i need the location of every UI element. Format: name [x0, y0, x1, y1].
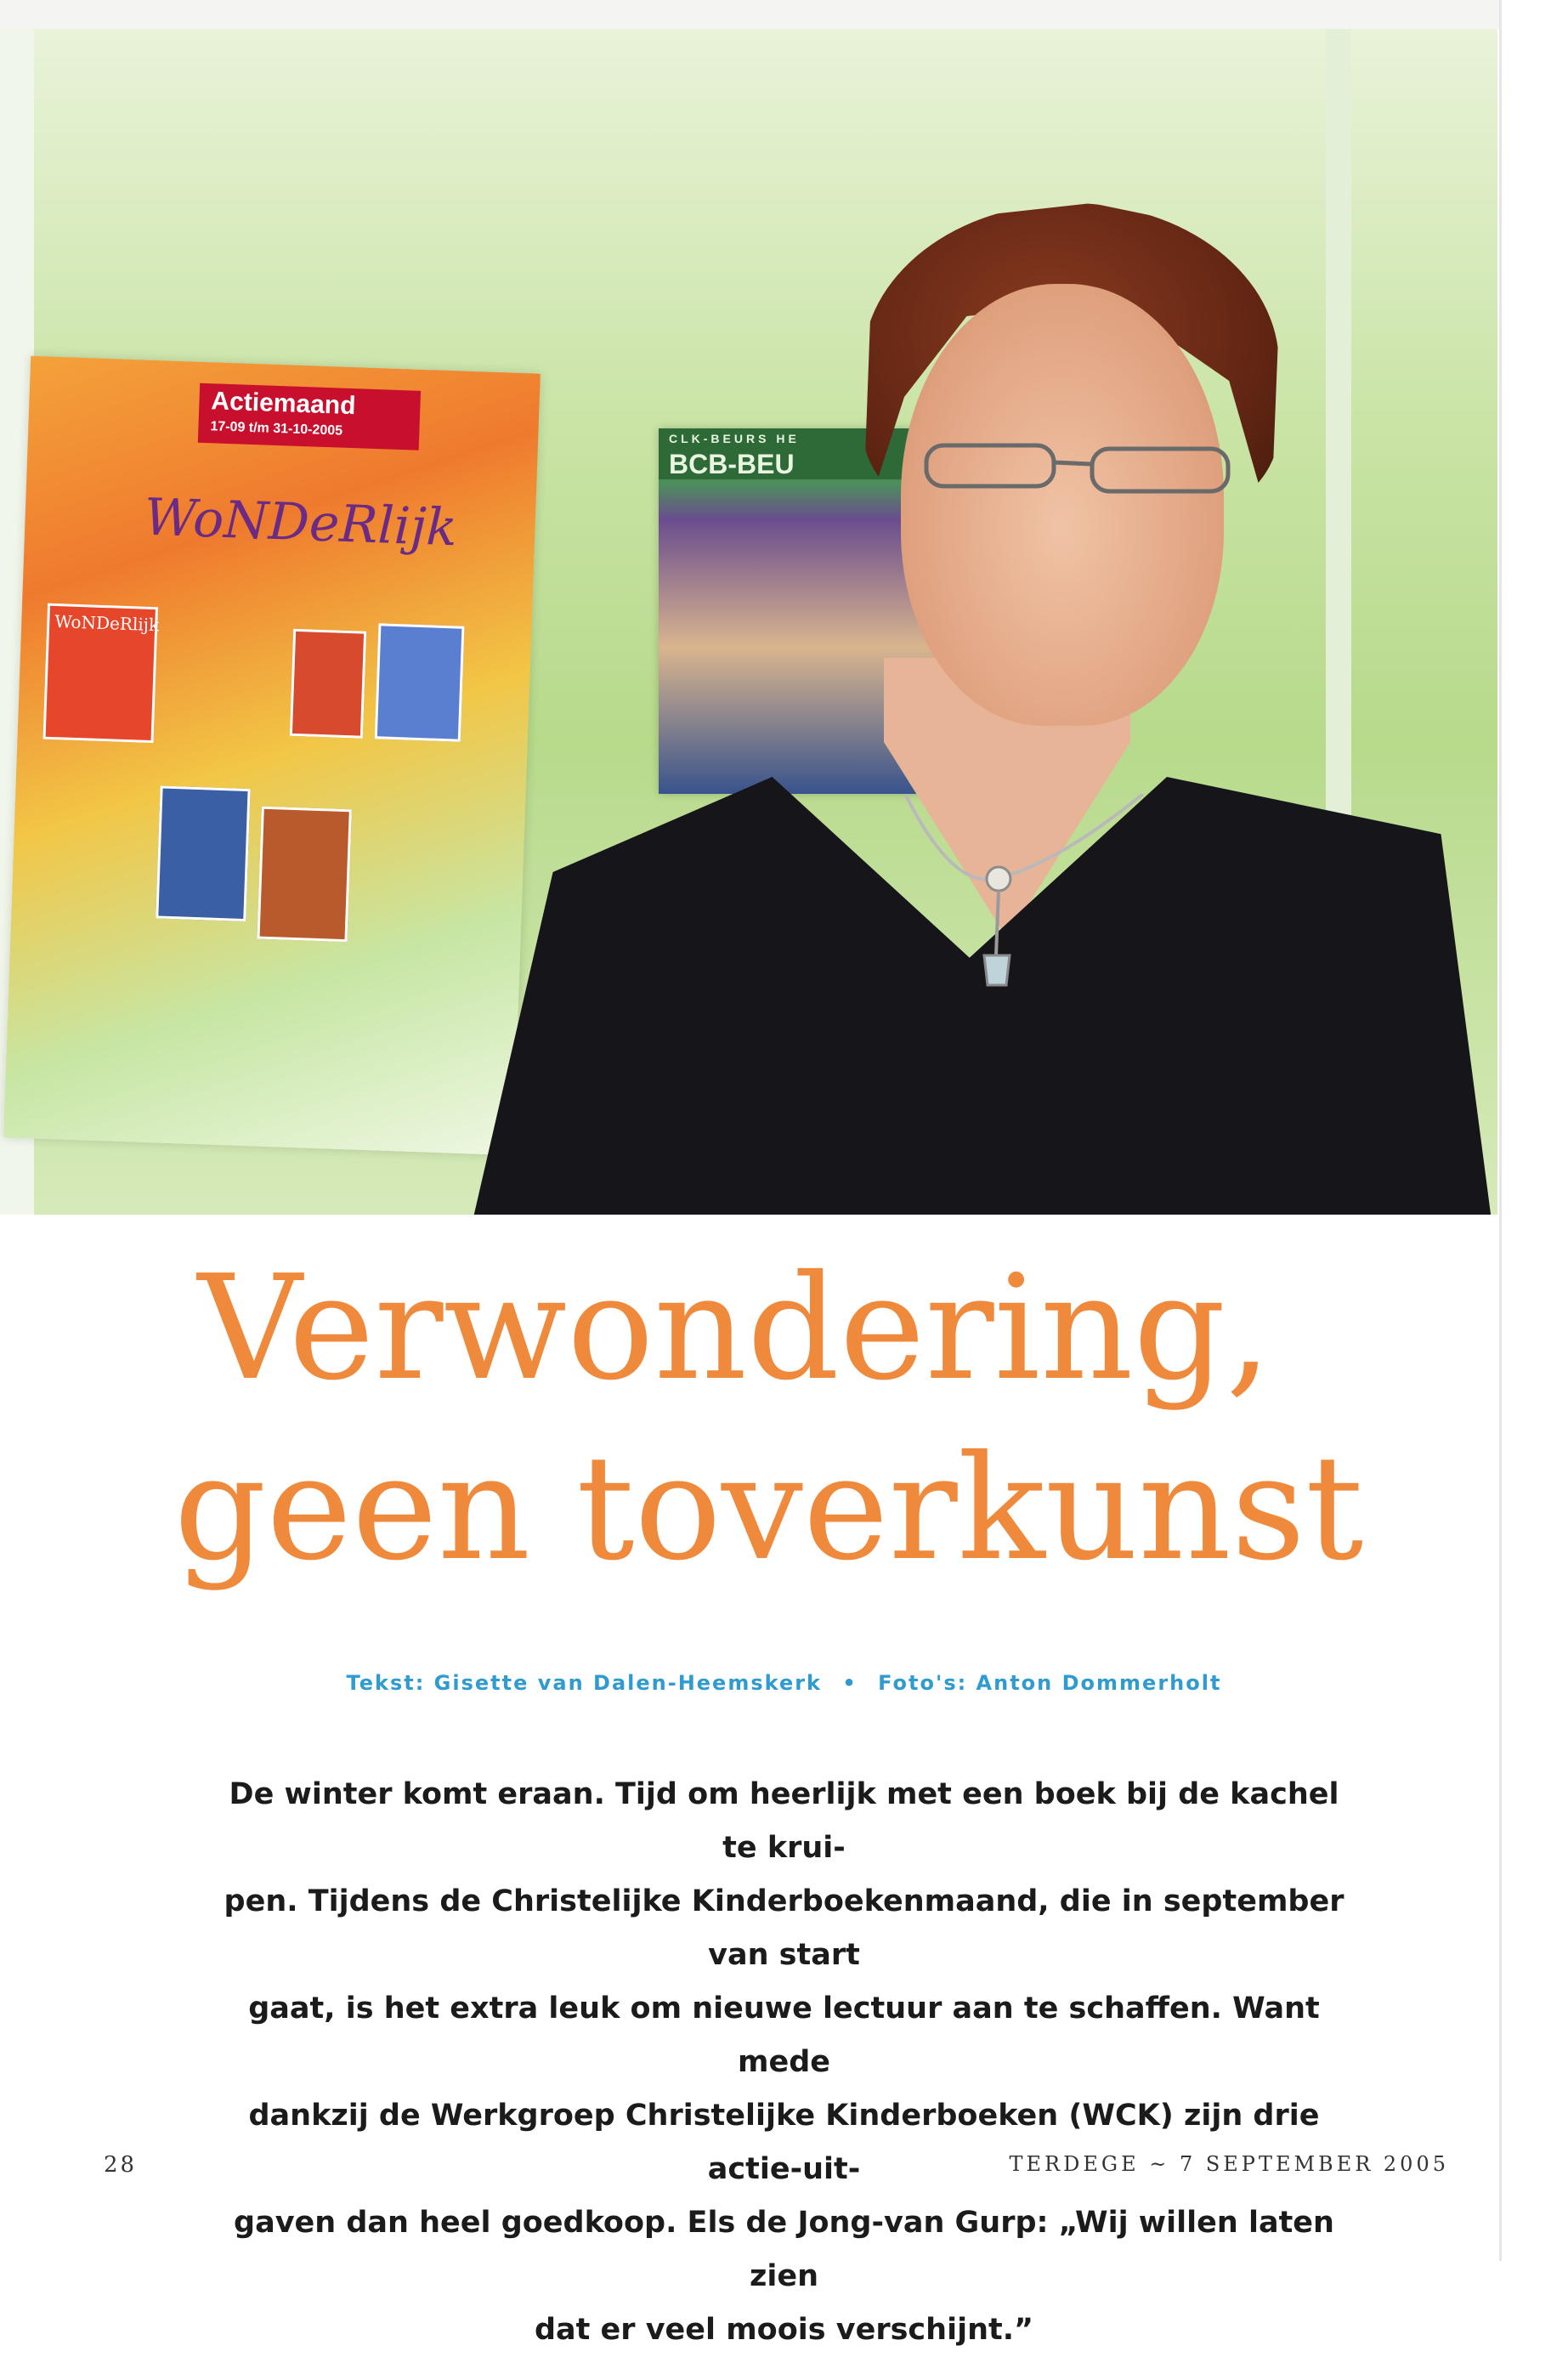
intro-line: pen. Tijdens de Christelijke Kinderboekenmaand, die in september van start [224, 1884, 1344, 1972]
poster-book-cover-label: WoNDeRlijk [54, 610, 160, 636]
poster-book-thumb [375, 623, 465, 741]
poster-bcb-header [659, 428, 939, 479]
running-footer: TERDEGE ~ 7 SEPTEMBER 2005 [1009, 2152, 1449, 2176]
page-number: 28 [104, 2152, 138, 2178]
poster-bcb-brand: BCB-BEU [669, 449, 795, 479]
poster-book-thumb [257, 807, 351, 943]
byline-text-credit: Tekst: Gisette van Dalen-Heemskerk [346, 1671, 823, 1695]
poster-book-cover [43, 603, 159, 743]
intro-line: De winter komt eraan. Tijd om heerlijk met een boek bij de kachel te krui- [229, 1777, 1339, 1865]
byline-photo-credit: Foto's: Anton Dommerholt [878, 1671, 1222, 1695]
intro-line: dat er veel moois verschijnt.” [534, 2313, 1034, 2347]
necklace-graphic [901, 794, 1147, 1015]
page-right-margin [1499, 0, 1568, 2261]
page-top-margin [0, 0, 1568, 29]
intro-line: dankzij de Werkgroep Christelijke Kinderboeken (WCK) zijn drie actie-uit- [248, 2099, 1320, 2186]
byline [0, 1671, 1568, 1695]
poster-banner-title: Actiemaand [210, 387, 357, 421]
person-face [901, 284, 1224, 726]
glasses-graphic [918, 437, 1241, 496]
poster-book-thumb [290, 629, 366, 739]
poster-actiemaand [3, 356, 541, 1155]
poster-banner-dates: 17-09 t/m 31-10-2005 [210, 419, 343, 439]
poster-theme-word: WoNDeRlijk [143, 487, 459, 558]
headline-line-1: Verwondering, [197, 1244, 1272, 1413]
intro-paragraph [212, 1768, 1356, 2357]
header-photo [0, 29, 1497, 1215]
poster-banner [198, 383, 421, 450]
headline-line-2: geen toverkunst [173, 1425, 1364, 1593]
poster-book-thumb [156, 785, 250, 921]
byline-separator: • [842, 1671, 858, 1695]
intro-line: gaat, is het extra leuk om nieuwe lectuur aan te schaffen. Want mede [248, 1992, 1320, 2079]
intro-line: gaven dan heel goedkoop. Els de Jong-van Gurp: „Wij willen laten zien [234, 2206, 1334, 2293]
poster-bcb-header-line: CLK-BEURS HE [669, 432, 800, 445]
